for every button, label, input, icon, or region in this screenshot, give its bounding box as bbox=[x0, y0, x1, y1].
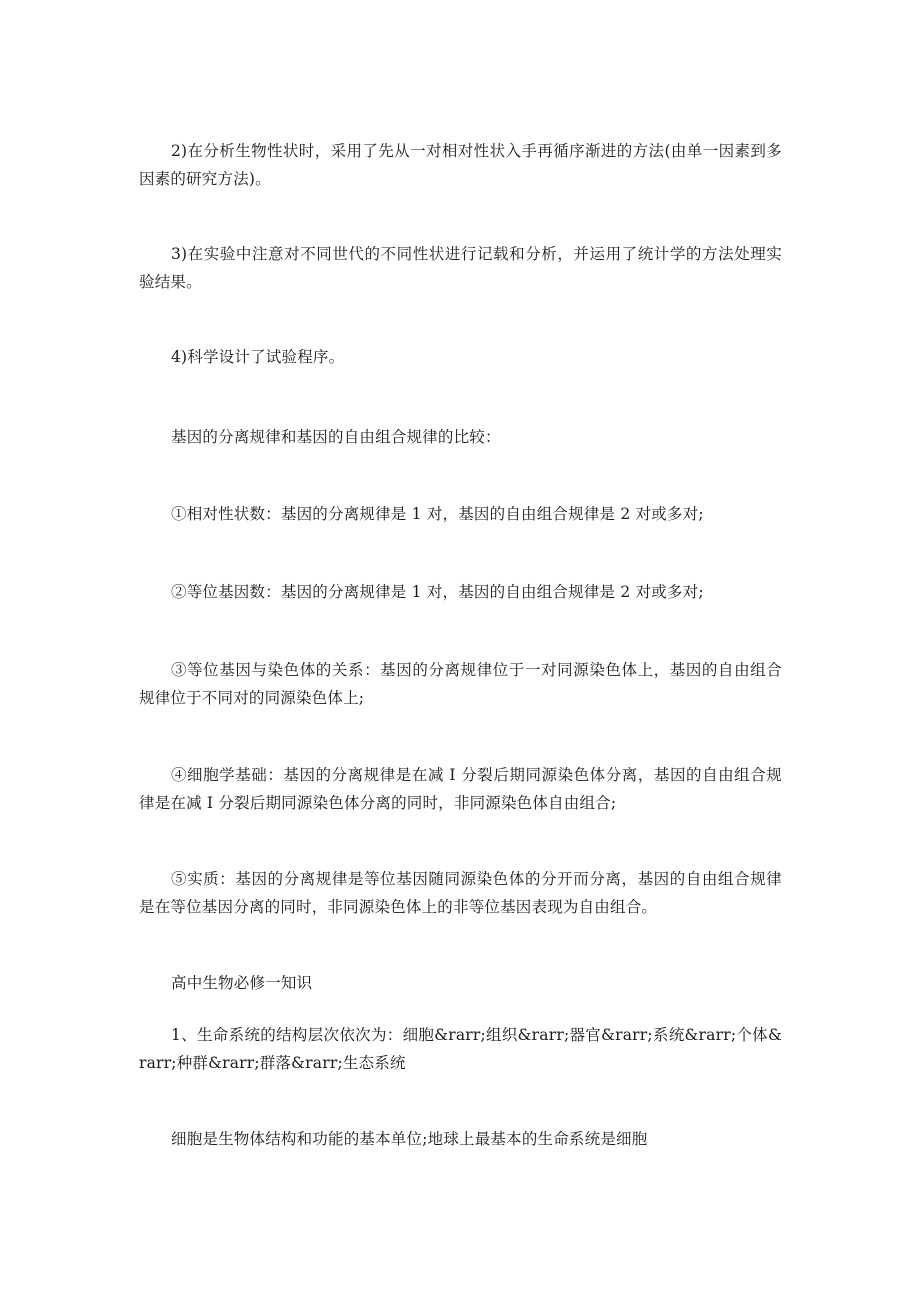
section-heading-biology-compulsory-one: 高中生物必修一知识 bbox=[171, 974, 313, 992]
paragraph-allele-count: ②等位基因数：基因的分离规律是 1 对，基因的自由组合规律是 2 对或多对; bbox=[171, 583, 704, 601]
paragraph-trait-count: ①相对性状数：基因的分离规律是 1 对，基因的自由组合规律是 2 对或多对; bbox=[171, 505, 704, 523]
paragraph-essence: ⑤实质：基因的分离规律是等位基因随同源染色体的分开而分离，基因的自由组合规律是在等位基因分离的同时，非同源染色体上的非等位基因表现为自由组合。 bbox=[139, 870, 782, 916]
paragraph-life-system-levels: 1、生命系统的结构层次依次为：细胞&rarr;组织&rarr;器官&rarr;系统&rarr;个体&rarr;种群&rarr;群落&rarr;生态系统 bbox=[139, 1026, 782, 1072]
paragraph-method-statistics: 3)在实验中注意对不同世代的不同性状进行记载和分析，并运用了统计学的方法处理实验结果。 bbox=[139, 245, 782, 291]
paragraph-comparison-heading: 基因的分离规律和基因的自由组合规律的比较： bbox=[171, 428, 501, 446]
paragraph-cell-basic-unit: 细胞是生物体结构和功能的基本单位;地球上最基本的生命系统是细胞 bbox=[171, 1130, 648, 1148]
paragraph-experiment-design: 4)科学设计了试验程序。 bbox=[171, 348, 345, 366]
paragraph-cytology-basis: ④细胞学基础：基因的分离规律是在减 I 分裂后期同源染色体分离，基因的自由组合规律是在减 I 分裂后期同源染色体分离的同时，非同源染色体自由组合; bbox=[139, 766, 782, 812]
paragraph-chromosome-relation: ③等位基因与染色体的关系：基因的分离规律位于一对同源染色体上，基因的自由组合规律位于不同对的同源染色体上; bbox=[139, 661, 782, 707]
paragraph-method-single-factor: 2)在分析生物性状时，采用了先从一对相对性状入手再循序渐进的方法(由单一因素到多因素的研究方法)。 bbox=[139, 142, 782, 188]
